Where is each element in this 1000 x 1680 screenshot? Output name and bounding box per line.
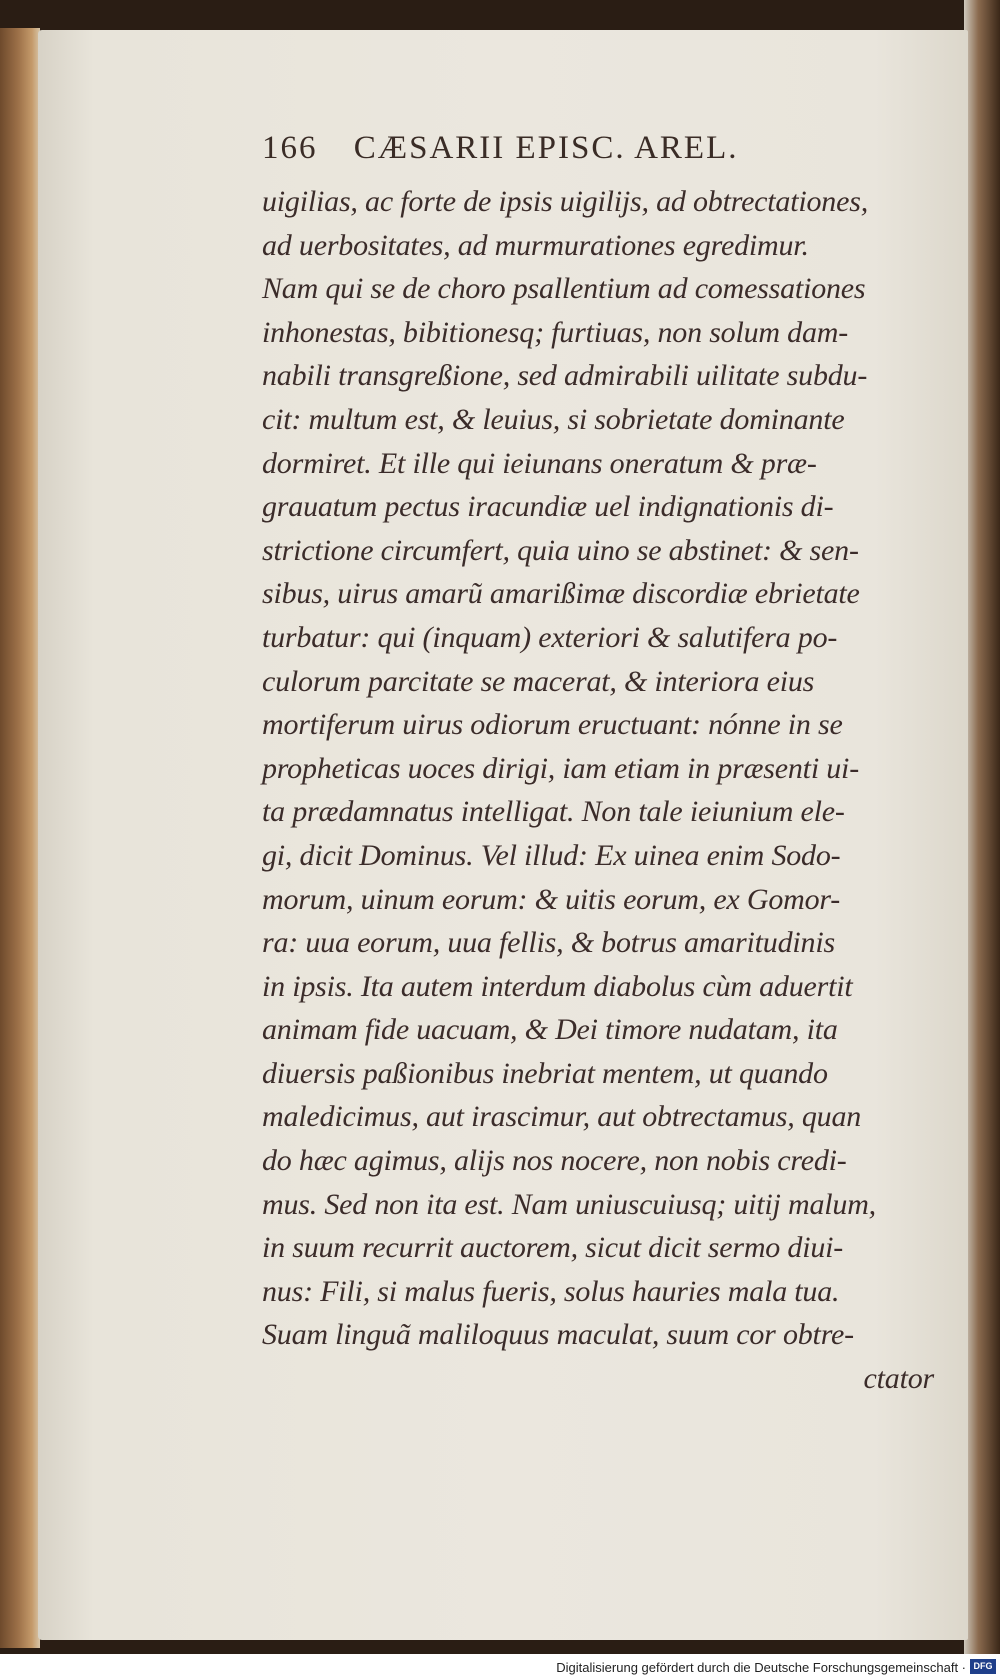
funding-credit: Digitalisierung gefördert durch die Deutsche Forschungsgemeinschaft · [556,1660,966,1675]
text-line: ad uerbositates, ad murmurationes egredimur. [262,228,809,262]
text-line: in ipsis. Ita autem interdum diabolus cùm aduertit [262,969,853,1003]
page-number: 166 [262,130,318,166]
dfg-logo-icon: DFG [970,1659,996,1674]
text-line: dormiret. Et ille qui ieiunans oneratum & præ- [262,446,817,480]
text-line: Suam linguã maliloquus maculat, suum cor obtre- [262,1318,854,1352]
text-line: diuersis paßionibus inebriat mentem, ut quando [262,1056,828,1090]
footer-bar [0,1654,1000,1680]
book-left-edge [0,28,40,1648]
text-line: do hæc agimus, alijs nos nocere, non nobis credi- [262,1144,847,1178]
running-header [262,130,902,180]
text-line: uigilias, ac forte de ipsis uigilijs, ad obtrectationes, [262,185,868,218]
text-line: morum, uinum eorum: & uitis eorum, ex Gomor- [262,882,841,916]
text-line: ta prædamnatus intelligat. Non tale ieiunium ele- [262,795,845,829]
body-text [262,180,942,1401]
text-line: gi, dicit Dominus. Vel illud: Ex uinea enim Sodo- [262,838,841,872]
text-line: cit: multum est, & leuius, si sobrietate dominante [262,402,845,436]
text-line: strictione circumfert, quia uino se abstinet: & sen- [262,533,859,567]
text-line: sibus, uirus amarũ amarißimæ discordiæ ebrietate [262,577,860,611]
text-line: ra: uua eorum, uua fellis, & botrus amaritudinis [262,926,835,960]
text-line: maledicimus, aut irascimur, aut obtrectamus, quan [262,1100,862,1134]
text-line: nabili transgreßione, sed admirabili uilitate subdu- [262,359,868,393]
running-title: CÆSARII EPISC. AREL. [353,130,739,166]
text-line: inhonestas, bibitionesq; furtiuas, non solum dam- [262,315,849,349]
text-line: grauatum pectus iracundiæ uel indignationis di- [262,490,834,524]
text-line: animam fide uacuam, & Dei timore nudatam, ita [262,1013,838,1047]
book-right-edge [964,0,1000,1654]
catchword: ctator [863,1362,934,1396]
text-line: in suum recurrit auctorem, sicut dicit sermo diui- [262,1231,844,1265]
text-line: nus: Fili, si malus fueris, solus hauries mala tua. [262,1274,840,1308]
text-line: turbatur: qui (inquam) exteriori & salutifera po- [262,620,838,654]
text-line: Nam qui se de choro psallentium ad comessationes [262,272,866,306]
text-line: culorum parcitate se macerat, & interiora eius [262,664,815,698]
text-line: mus. Sed non ita est. Nam uniuscuiusq; uitij malum, [262,1187,876,1221]
text-line: mortiferum uirus odiorum eructuant: nónne in se [262,708,843,742]
text-line: propheticas uoces dirigi, iam etiam in præsenti ui- [262,751,859,785]
